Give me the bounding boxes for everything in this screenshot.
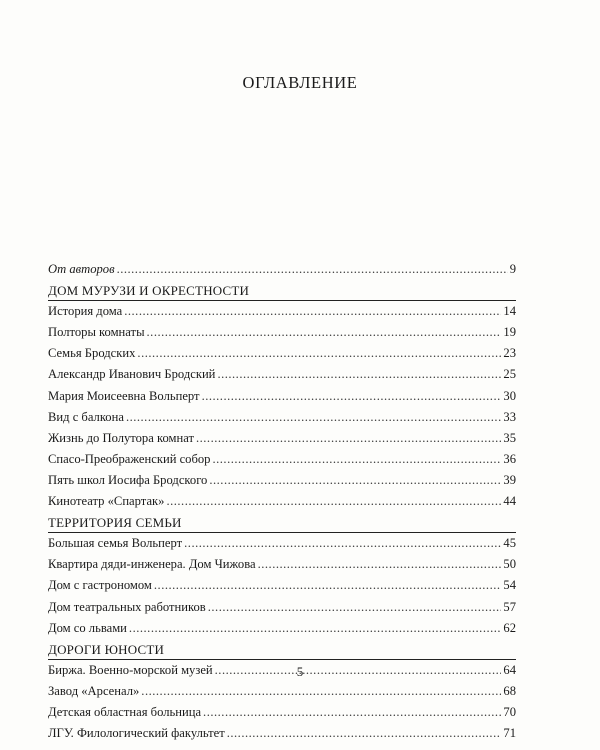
- toc-entry: [48, 597, 516, 618]
- toc-entry-label: Биржа. Военно-морской музей: [48, 662, 213, 677]
- toc-entry-page: 9: [509, 262, 516, 276]
- toc-entry: [48, 723, 516, 744]
- dot-leader: [208, 597, 502, 618]
- toc-entry: [48, 681, 516, 702]
- dot-leader: [126, 407, 501, 428]
- toc-entry-label: Детская областная больница: [48, 704, 202, 719]
- toc-entry-label: Большая семья Вольперт: [48, 536, 183, 551]
- toc-entry-label: От авторов: [48, 262, 115, 276]
- toc-entry-page: 62: [503, 620, 516, 635]
- toc-entry: [48, 702, 516, 723]
- toc-entry-page: 50: [503, 557, 516, 572]
- toc-entry: [48, 407, 516, 428]
- dot-leader: [227, 723, 502, 744]
- toc-entry-page: 30: [503, 388, 516, 403]
- toc-entry-intro: [48, 259, 516, 280]
- toc-entry-page: 14: [503, 304, 516, 319]
- dot-leader: [141, 681, 501, 702]
- toc-entry-page: 36: [503, 451, 516, 466]
- toc-entry-page: 35: [503, 430, 516, 445]
- dot-leader: [212, 449, 501, 470]
- toc-entry-page: 33: [503, 409, 516, 424]
- toc-entry: [48, 343, 516, 364]
- toc-entry: [48, 364, 516, 385]
- toc-entry: [48, 428, 516, 449]
- toc-entry: [48, 491, 516, 512]
- dot-leader: [202, 386, 502, 407]
- toc-entry: [48, 554, 516, 575]
- toc-entry: [48, 533, 516, 554]
- toc-entry-page: 44: [503, 494, 516, 509]
- toc-section-heading: ДОРОГИ ЮНОСТИ: [48, 639, 516, 660]
- toc-entry-label: Полторы комнаты: [48, 325, 145, 340]
- toc-section-heading: ДОМ МУРУЗИ И ОКРЕСТНОСТИ: [48, 280, 516, 301]
- toc-entry: [48, 470, 516, 491]
- dot-leader: [258, 554, 502, 575]
- page-number: 5: [296, 664, 304, 679]
- toc-entry-page: 54: [503, 578, 516, 593]
- dot-leader: [184, 533, 501, 554]
- dot-leader: [154, 575, 502, 596]
- toc-entry-label: Пять школ Иосифа Бродского: [48, 472, 208, 487]
- toc-entry-label: Вид с балкона: [48, 409, 124, 424]
- toc-entry-page: 70: [503, 704, 516, 719]
- dot-leader: [137, 343, 501, 364]
- page-title: ОГЛАВЛЕНИЕ: [242, 73, 358, 92]
- toc-entry-label: Завод «Арсенал»: [48, 683, 140, 698]
- dot-leader: [124, 301, 501, 322]
- toc-entry-label: Мария Моисеевна Вольперт: [48, 388, 200, 403]
- toc-entry-page: 64: [503, 662, 516, 677]
- toc-entry: [48, 386, 516, 407]
- toc-entry-page: 57: [503, 599, 516, 614]
- toc-entry-label: Александр Иванович Бродский: [48, 367, 216, 382]
- toc-entry: [48, 618, 516, 639]
- toc-entry-label: Дом со львами: [48, 620, 127, 635]
- toc-entry: [48, 449, 516, 470]
- toc-entry-page: 39: [503, 472, 516, 487]
- toc-entry-page: 71: [503, 726, 516, 741]
- dot-leader: [117, 259, 508, 280]
- toc-entry: [48, 575, 516, 596]
- dot-leader: [129, 618, 501, 639]
- dot-leader: [203, 702, 501, 723]
- toc-entry-page: 25: [503, 367, 516, 382]
- dot-leader: [217, 364, 501, 385]
- toc-entry: [48, 301, 516, 322]
- toc-entry-label: История дома: [48, 304, 123, 319]
- toc-section-heading: ТЕРРИТОРИЯ СЕМЬИ: [48, 512, 516, 533]
- toc-entry-page: 23: [503, 346, 516, 361]
- toc-entry-page: 19: [503, 325, 516, 340]
- toc-entry-page: 45: [503, 536, 516, 551]
- toc-entry-label: Дом театральных работников: [48, 599, 206, 614]
- dot-leader: [196, 428, 501, 449]
- toc-entry: [48, 322, 516, 343]
- dot-leader: [166, 491, 501, 512]
- toc-entry-label: Квартира дяди-инженера. Дом Чижова: [48, 557, 256, 572]
- dot-leader: [209, 470, 501, 491]
- toc-entry-label: Кинотеатр «Спартак»: [48, 494, 165, 509]
- dot-leader: [147, 322, 502, 343]
- toc-entry-label: Семья Бродских: [48, 346, 136, 361]
- toc-entry-label: Спасо-Преображенский собор: [48, 451, 211, 466]
- toc-entry-label: Дом с гастрономом: [48, 578, 152, 593]
- toc-entry-label: Жизнь до Полутора комнат: [48, 430, 194, 445]
- toc-entry-page: 68: [503, 683, 516, 698]
- toc-entry-label: ЛГУ. Филологический факультет: [48, 726, 225, 741]
